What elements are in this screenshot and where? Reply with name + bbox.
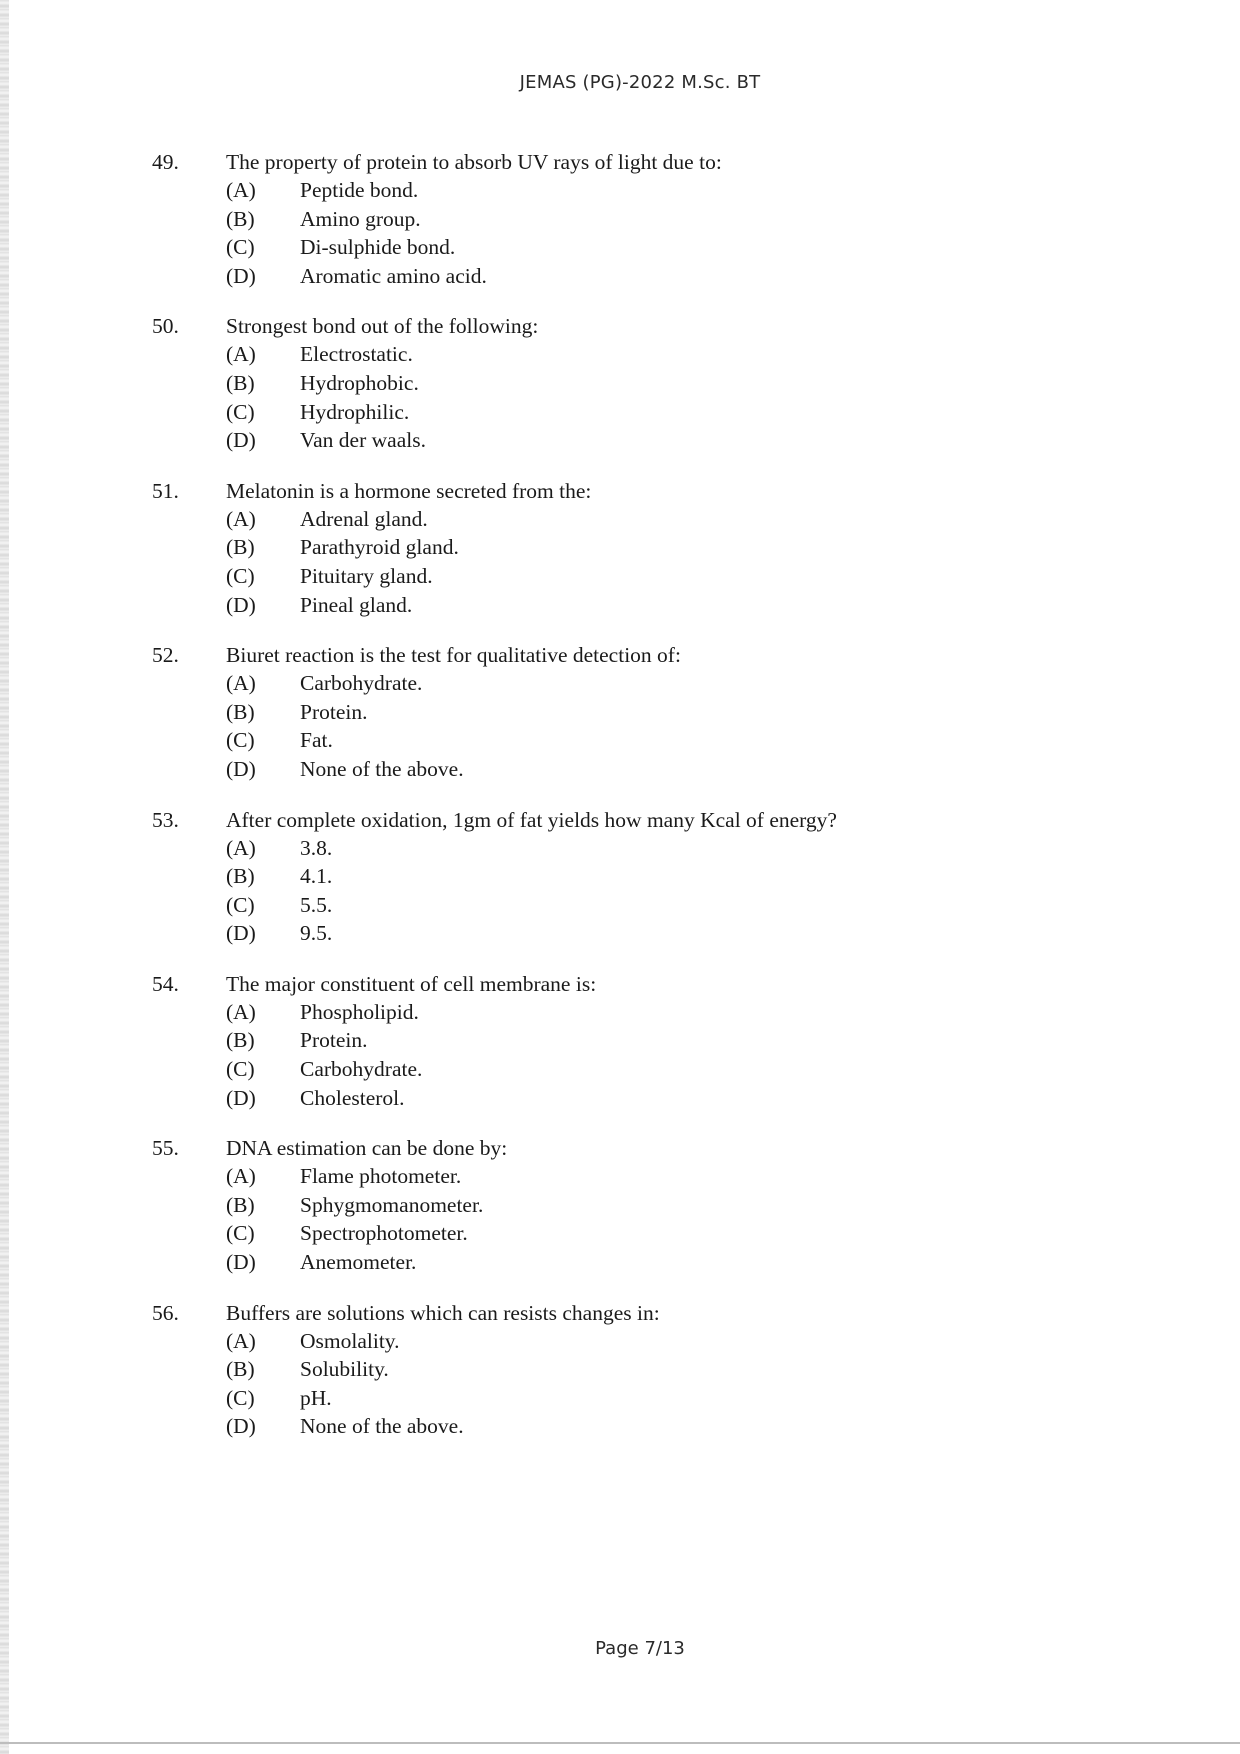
option-text: Pituitary gland.: [300, 563, 433, 588]
option-b: [152, 205, 1152, 234]
option-text: Solubility.: [300, 1357, 389, 1382]
option-letter: (A): [226, 178, 256, 202]
question-54: [152, 970, 1152, 1112]
option-text: Adrenal gland.: [300, 506, 428, 531]
option-text: Aromatic amino acid.: [300, 263, 487, 288]
option-a: [152, 669, 1152, 698]
option-text: Di-sulphide bond.: [300, 235, 456, 260]
option-text: Spectrophotometer.: [300, 1221, 468, 1246]
page-number: Page 7/13: [595, 1638, 685, 1659]
option-c: [152, 398, 1152, 427]
question-stem: [152, 312, 1152, 340]
option-text: Sphygmomanometer.: [300, 1192, 484, 1217]
option-text: Hydrophobic.: [300, 370, 419, 395]
option-text: Electrostatic.: [300, 342, 413, 367]
question-number: 55.: [152, 1136, 179, 1161]
question-number: 50.: [152, 314, 179, 339]
question-number: 53.: [152, 807, 179, 832]
question-text: Buffers are solutions which can resists changes in:: [226, 1300, 660, 1325]
option-d: [152, 1084, 1152, 1113]
option-text: 9.5.: [300, 921, 333, 946]
option-letter: (B): [226, 1028, 255, 1053]
option-letter: (A): [226, 1164, 256, 1189]
option-letter: (A): [226, 835, 256, 860]
question-53: [152, 806, 1152, 948]
option-letter: (D): [226, 592, 256, 617]
option-d: [152, 919, 1152, 948]
option-a: [152, 1327, 1152, 1356]
option-letter: (C): [226, 563, 255, 588]
question-text: After complete oxidation, 1gm of fat yields how many Kcal of energy?: [226, 807, 837, 832]
option-c: [152, 233, 1152, 262]
option-a: [152, 340, 1152, 369]
question-text: DNA estimation can be done by:: [226, 1136, 508, 1161]
option-letter: (A): [226, 671, 256, 696]
option-b: [152, 862, 1152, 891]
option-b: [152, 533, 1152, 562]
question-52: [152, 641, 1152, 783]
question-51: [152, 477, 1152, 619]
option-text: Flame photometer.: [300, 1164, 462, 1189]
question-stem: [152, 1299, 1152, 1327]
question-stem: [152, 641, 1152, 669]
option-letter: (B): [226, 864, 255, 889]
option-d: [152, 591, 1152, 620]
question-number: 54.: [152, 971, 179, 996]
option-text: Fat.: [300, 728, 333, 753]
question-number: 49.: [152, 150, 179, 174]
question-55: [152, 1134, 1152, 1276]
option-a: [152, 1162, 1152, 1191]
question-stem: [152, 148, 1152, 176]
question-text: The property of protein to absorb UV rays of light due to:: [226, 150, 722, 174]
option-letter: (C): [226, 1221, 255, 1246]
option-text: pH.: [300, 1385, 332, 1410]
option-text: Phospholipid.: [300, 999, 419, 1024]
option-text: Cholesterol.: [300, 1085, 405, 1110]
question-50: [152, 312, 1152, 454]
option-text: Anemometer.: [300, 1250, 417, 1275]
option-b: [152, 1355, 1152, 1384]
option-letter: (A): [226, 506, 256, 531]
option-letter: (D): [226, 756, 256, 781]
option-text: 5.5.: [300, 892, 333, 917]
option-text: Parathyroid gland.: [300, 535, 459, 560]
option-letter: (A): [226, 342, 256, 367]
option-a: [152, 998, 1152, 1027]
question-text: Strongest bond out of the following:: [226, 314, 539, 339]
question-number: 56.: [152, 1300, 179, 1325]
option-text: Carbohydrate.: [300, 1057, 423, 1082]
option-letter: (C): [226, 235, 255, 260]
option-text: 4.1.: [300, 864, 333, 889]
option-b: [152, 698, 1152, 727]
option-c: [152, 726, 1152, 755]
option-letter: (D): [226, 1250, 256, 1275]
option-text: Pineal gland.: [300, 592, 413, 617]
option-c: [152, 1384, 1152, 1413]
page-header: JEMAS (PG)-2022 M.Sc. BT: [519, 72, 761, 93]
option-letter: (D): [226, 921, 256, 946]
option-letter: (A): [226, 999, 256, 1024]
option-text: Protein.: [300, 1028, 368, 1053]
option-d: [152, 1248, 1152, 1277]
question-list: [152, 148, 1152, 1463]
option-text: Van der waals.: [300, 428, 426, 453]
option-b: [152, 1191, 1152, 1220]
option-letter: (D): [226, 1085, 256, 1110]
option-d: [152, 755, 1152, 784]
option-c: [152, 1219, 1152, 1248]
option-a: [152, 176, 1152, 205]
question-stem: [152, 970, 1152, 998]
option-letter: (B): [226, 1357, 255, 1382]
question-stem: [152, 477, 1152, 505]
option-d: [152, 262, 1152, 291]
option-letter: (C): [226, 892, 255, 917]
option-b: [152, 369, 1152, 398]
question-number: 51.: [152, 478, 179, 503]
option-letter: (D): [226, 1414, 256, 1439]
option-text: None of the above.: [300, 1414, 464, 1439]
option-text: Carbohydrate.: [300, 671, 423, 696]
option-letter: (D): [226, 428, 256, 453]
option-text: Osmolality.: [300, 1328, 400, 1353]
option-d: [152, 426, 1152, 455]
scan-edge-bottom: [0, 1742, 1240, 1744]
option-letter: (A): [226, 1328, 256, 1353]
question-text: Biuret reaction is the test for qualitative detection of:: [226, 643, 681, 668]
option-text: Protein.: [300, 699, 368, 724]
option-c: [152, 891, 1152, 920]
question-text: Melatonin is a hormone secreted from the:: [226, 478, 592, 503]
scan-edge-left: [0, 0, 9, 1754]
question-49: [152, 148, 1152, 290]
option-d: [152, 1412, 1152, 1441]
option-letter: (C): [226, 399, 255, 424]
option-letter: (C): [226, 1385, 255, 1410]
question-56: [152, 1299, 1152, 1441]
option-a: [152, 505, 1152, 534]
option-letter: (B): [226, 699, 255, 724]
option-letter: (C): [226, 728, 255, 753]
question-stem: [152, 806, 1152, 834]
option-text: Hydrophilic.: [300, 399, 410, 424]
option-text: Peptide bond.: [300, 178, 419, 202]
option-letter: (D): [226, 263, 256, 288]
option-c: [152, 1055, 1152, 1084]
option-a: [152, 834, 1152, 863]
option-letter: (B): [226, 535, 255, 560]
option-text: None of the above.: [300, 756, 464, 781]
question-text: The major constituent of cell membrane is:: [226, 971, 597, 996]
option-letter: (C): [226, 1057, 255, 1082]
option-letter: (B): [226, 1192, 255, 1217]
option-letter: (B): [226, 370, 255, 395]
option-b: [152, 1026, 1152, 1055]
question-stem: [152, 1134, 1152, 1162]
option-c: [152, 562, 1152, 591]
option-text: 3.8.: [300, 835, 333, 860]
question-number: 52.: [152, 643, 179, 668]
option-text: Amino group.: [300, 206, 421, 231]
option-letter: (B): [226, 206, 255, 231]
